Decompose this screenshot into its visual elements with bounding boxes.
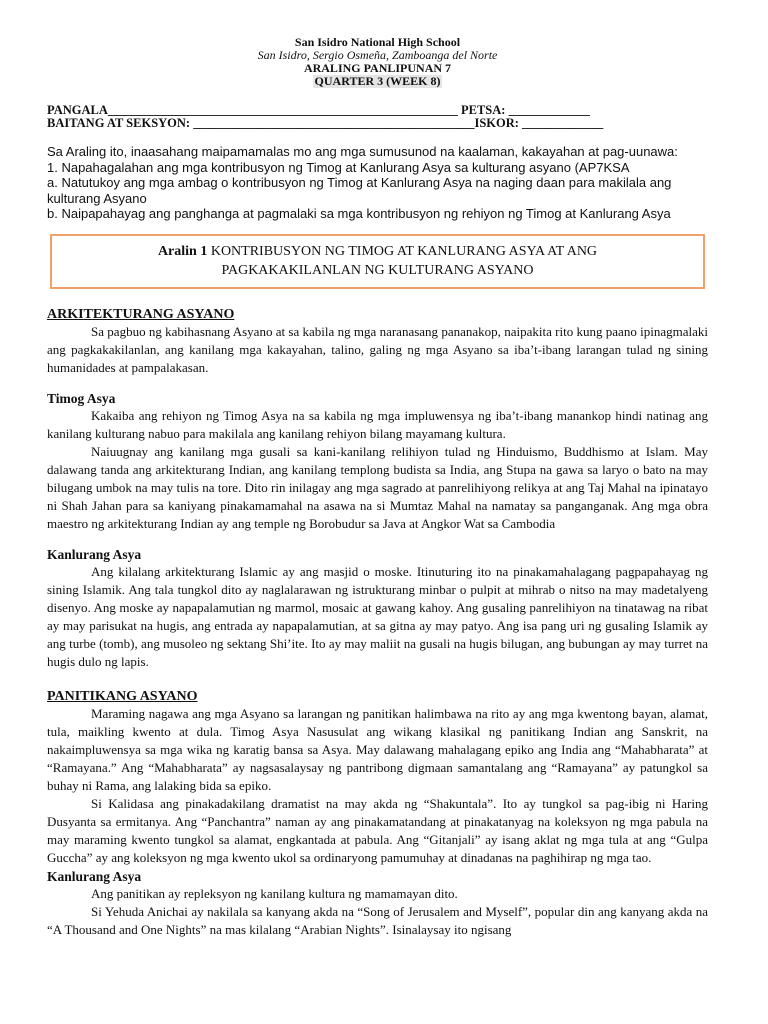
subheading-timog-asya: Timog Asya [47,390,116,406]
subheading-kanlurang-asya: Kanlurang Asya [47,546,142,562]
subheading-kanlurang-asya-2: Kanlurang Asya [47,868,142,884]
document-header [47,36,708,88]
objectives-intro: Sa Araling ito, inaasahang maipamamalas mo ang mga sumusunod na kaalaman, kakayahan at pag-uunawa: [47,144,678,159]
paragraph-timog-2: Naiuugnay ang kanilang mga gusali sa kani-kanilang relihiyon tulad ng Hinduismo, Buddhismo at Islam. May dalawang tanda ang arkitekturang Indian, ang kanilang templong budista sa India, ang Stupa na gawa sa laryo o bato na may bilugang umbok na may tulis na tore. Dito rin inilagay ang mga sagrado at panrelihiyong relikya at ang Taj Mahal na ipinatayo ni Shah Jahan para sa kaniyang pinakamamahal na asawa na si Mumtaz Mahal na namatay sa panganganak. Ang mga obra maestro ng arkitekturang Indian ay ang temple ng Borobudur sa Java at Angkor Wat sa Cambodia [47,443,708,531]
paragraph-kanluran2-1: Ang panitikan ay repleksyon ng kanilang kultura ng mamamayan dito. [91,885,458,901]
section-score-line: BAITANG AT SEKSYON: _____________________________________________ISKOR: _____________ [47,116,604,130]
lesson-title-line2: PAGKAKAKILANLAN NG KULTURANG ASYANO [221,262,534,278]
paragraph-arki-intro: Sa pagbuo ng kabihasnang Asyano at sa kabila ng mga naranasang pananakop, naipakita rito kung paano ipinagmalaki ang pagkakakilanlan, ang kanilang mga kakayahan, talino, galing ng mga Asyano sa iba’t-ibang larangan tulad ng sining humanidades at pampalakasan. [47,323,708,375]
paragraph-panitikan-1: Maraming nagawa ang mga Asyano sa larangan ng panitikan halimbawa na rito ay ang mga kwentong bayan, alamat, tula, maikling kwento at dula. Timog Asya Nasusulat ang wikang klasikal ng panitikang Indian ang Sanskrit, na nakaimpluwensya sa mga wika ng karatig bansa sa Asya. May dalawang mahalagang epiko ang India ang “Mahabharata” at “Ramayana.” Ang “Mahabharata” ay nagsasalaysay ng pantribong digmaan samantalang ang “Ramayana” ay patungkol sa buhay ni Rama, ang lalaking bida sa epiko. [47,705,708,793]
paragraph-kanluran2-2: Si Yehuda Anichai ay nakilala sa kanyang akda na “Song of Jerusalem and Myself”, popular din ang kanyang akda na “A Thousand and One Nights” na mas kilalang “Arabian Nights”. Isinalaysay ito ngisang [47,903,708,937]
objective-item: b. Naipapahayag ang panghanga at pagmalaki sa mga kontribusyon ng rehiyon ng Timog at Kanlurang Asya [47,206,671,221]
section-heading-arkitektura: ARKITEKTURANG ASYANO [47,306,235,322]
objective-item: a. Natutukoy ang mga ambag o kontribusyon ng Timog at Kanlurang Asya na naging daan para makilala ang kulturang Asyano [47,175,672,206]
subject-title: ARALING PANLIPUNAN 7 [303,61,452,75]
section-heading-panitikan: PANITIKANG ASYANO [47,688,198,704]
student-info-form [47,104,708,130]
paragraph-timog-1: Kakaiba ang rehiyon ng Timog Asya na sa kabila ng mga impluwensya ng iba’t-ibang manankop hindi natinag ang kanilang kulturang nabuo para makilala ang kanilang rehiyon bilang mayamang kultura. [47,407,708,441]
paragraph-panitikan-2: Si Kalidasa ang pinakadakilang dramatist na may akda ng “Shakuntala”. Ito ay tungkol sa pag-ibig ni Haring Dusyanta sa ermitanya. Ang “Panchantra” naman ay ang pinakamatandang at pinakatanyag na koleksyon ng mga pabula na may maraming kwento tungkol sa alamat, engkantada at pabula. Ang “Gitanjali” ay isang aklat ng mga tula at ang “Gulpa Guccha” ay ang koleksyon ng mga kwento ukol sa ordinaryong pamumuhay at dinadanas na paghihirap ng mga tao. [47,795,708,865]
paragraph-kanluran-1: Ang kilalang arkitekturang Islamic ay ang masjid o moske. Itinuturing ito na pinakamahalagang pagpapahayag ng sining Islamik. Ang tala tungkol dito ay naglalarawan ng istrukturang minbar o pulpit at mihrab o nitso na may madetalyeng disenyo. Ang moske ay napapalamutian ng marmol, mosaic at gawang kahoy. Ang gusaling panrelihiyon na tinatawag na ribat ay may parisukat na hugis, ang entrada ay napapalamutian, at sa gitna ay may patyo. Ang isa pang uri ng gusaling Islamik ay ang turbe (tomb), ang musoleo ng sektang Shi’ite. Ito ay may maliit na gusali na hugis bilugan, ang bubungan ay may turret na hugis dulo ng lapis. [47,563,708,669]
lesson-title-line1: KONTRIBUSYON NG TIMOG AT KANLURANG ASYA AT ANG [210,243,598,259]
quarter-label: QUARTER 3 (WEEK 8) [314,74,441,88]
lesson-prefix: Aralin 1 [157,243,211,259]
name-date-line: PANGALA________________________________________________________ PETSA: _____________ [47,103,590,117]
lesson-title-box [50,234,705,289]
school-name: San Isidro National High School [294,35,461,49]
school-address: San Isidro, Sergio Osmeña, Zamboanga del Norte [257,48,498,62]
learning-objectives [47,144,708,222]
objective-item: 1. Napahagalahan ang mga kontribusyon ng Timog at Kanlurang Asya sa kulturang asyano (AP7KSA [47,159,630,175]
